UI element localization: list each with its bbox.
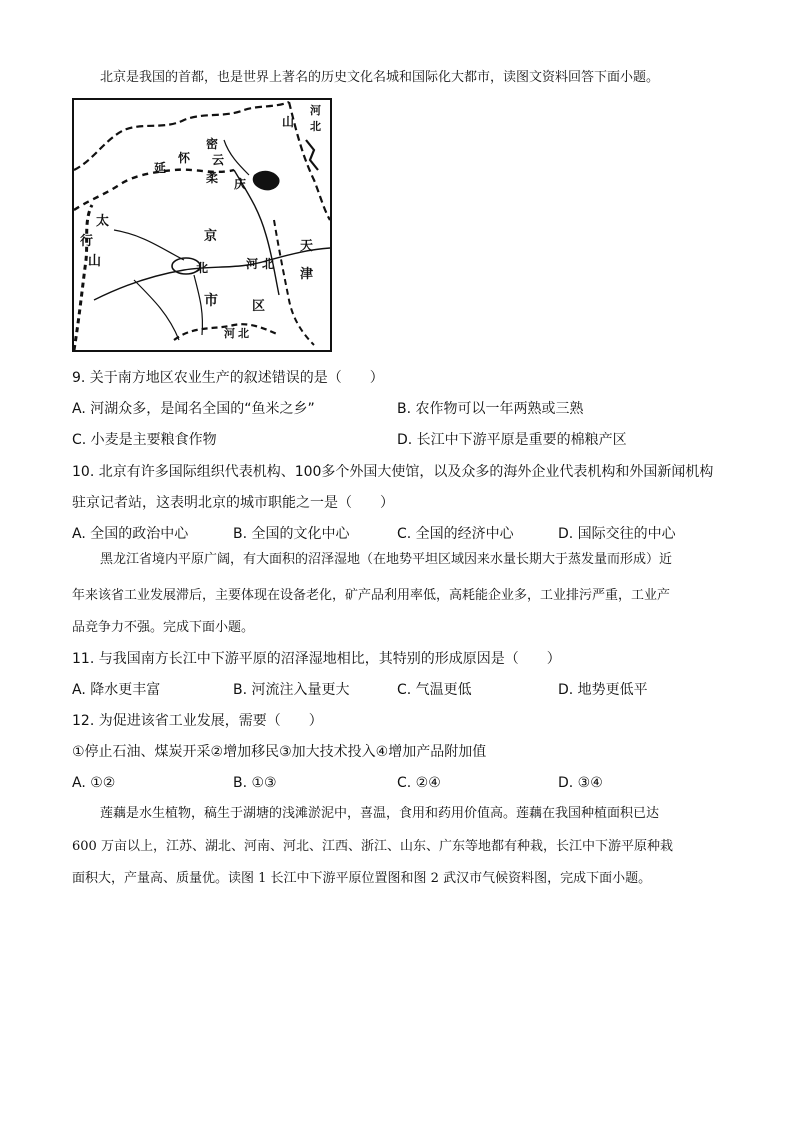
question-12-statements: ①停止石油、煤炭开采②增加移民③加大技术投入④增加产品附加值 — [72, 744, 487, 760]
q12-option-a: A. ①② — [72, 775, 116, 791]
question-10-stem: 10. 北京有许多国际组织代表机构、100多个外国大使馆，以及众多的海外企业代表机构和外国新闻机构 — [72, 464, 714, 480]
beijing-map-drawing — [74, 100, 330, 350]
map-label: 京 — [204, 229, 218, 244]
map-label: 河 — [224, 327, 235, 340]
intro-heilongjiang: 品竞争力不强。完成下面小题。 — [72, 620, 255, 635]
q9-option-d: D. 长江中下游平原是重要的棉粮产区 — [397, 432, 627, 448]
q9-option-a: A. 河湖众多，是闻名全国的“鱼米之乡” — [72, 401, 315, 417]
map-label: 山 — [282, 115, 295, 129]
map-label: 柔 — [206, 171, 219, 185]
map-label: 市 — [204, 293, 218, 309]
boundary-line — [74, 205, 92, 350]
map-label: 行 — [80, 234, 94, 249]
q10-option-b: B. 全国的文化中心 — [233, 526, 350, 542]
map-label: 天 — [300, 239, 314, 254]
map-label: 庆 — [234, 177, 247, 191]
beijing-map — [72, 98, 332, 352]
q10-option-d: D. 国际交往的中心 — [558, 526, 676, 542]
q11-option-d: D. 地势更低平 — [558, 682, 648, 698]
intro-lotus-root: 600 万亩以上，江苏、湖北、河南、河北、江西、浙江、山东、广东等地都有种栽，长江中下游平原种栽 — [72, 839, 673, 854]
question-12-stem: 12. 为促进该省工业发展，需要（ ） — [72, 713, 323, 729]
question-10-stem: 驻京记者站，这表明北京的城市职能之一是（ ） — [72, 495, 394, 511]
intro-lotus-root: 莲藕是水生植物，稿生于湖塘的浅滩淤泥中，喜温，食用和药用价值高。莲藕在我国种植面积已达 — [100, 806, 660, 821]
q11-option-c: C. 气温更低 — [397, 682, 472, 698]
map-label: 太 — [96, 214, 110, 229]
map-label: 山 — [88, 254, 102, 269]
map-label: 北 — [262, 257, 275, 271]
map-label: 河 — [246, 257, 259, 271]
map-label: 区 — [252, 299, 266, 314]
q12-option-c: C. ②④ — [397, 775, 441, 791]
q10-option-a: A. 全国的政治中心 — [72, 526, 189, 542]
question-9-stem: 9. 关于南方地区农业生产的叙述错误的是（ ） — [72, 370, 384, 386]
map-label: 北 — [238, 327, 249, 340]
question-11-stem: 11. 与我国南方长江中下游平原的沼泽湿地相比，其特别的形成原因是（ ） — [72, 651, 561, 667]
q10-option-c: C. 全国的经济中心 — [397, 526, 514, 542]
river-line — [224, 140, 249, 175]
intro-lotus-root: 面积大，产量高、质量优。读图 1 长江中下游平原位置图和图 2 武汉市气候资料图，完成下面小题。 — [72, 871, 652, 886]
intro-heilongjiang: 年来该省工业发展滞后，主要体现在设备老化，矿产品利用率低，高耗能企业多，工业排污严重，工业产 — [72, 588, 671, 603]
intro-beijing: 北京是我国的首都，也是世界上著名的历史文化名城和国际化大都市，读图文资料回答下面小题。 — [100, 70, 660, 85]
reservoir-shape — [253, 171, 280, 191]
river-line — [134, 280, 179, 340]
q11-option-b: B. 河流注入量更大 — [233, 682, 350, 698]
map-label: 北 — [196, 261, 209, 275]
map-label: 密 — [206, 137, 219, 151]
map-label: 河 — [310, 104, 321, 117]
map-label: 北 — [310, 120, 321, 133]
map-label: 怀 — [178, 151, 191, 165]
q9-option-c: C. 小麦是主要粮食作物 — [72, 432, 217, 448]
q12-option-d: D. ③④ — [558, 775, 603, 791]
intro-heilongjiang: 黑龙江省境内平原广阔，有大面积的沼泽湿地（在地势平坦区域因来水量长期大于蒸发量而形成）近 — [100, 552, 673, 567]
q12-option-b: B. ①③ — [233, 775, 277, 791]
q9-option-b: B. 农作物可以一年两熟或三熟 — [397, 401, 584, 417]
map-label: 津 — [300, 267, 314, 282]
map-label: 延 — [154, 161, 167, 175]
river-line — [194, 275, 202, 335]
river-line — [114, 230, 184, 260]
map-label: 云 — [212, 153, 225, 167]
q11-option-a: A. 降水更丰富 — [72, 682, 161, 698]
